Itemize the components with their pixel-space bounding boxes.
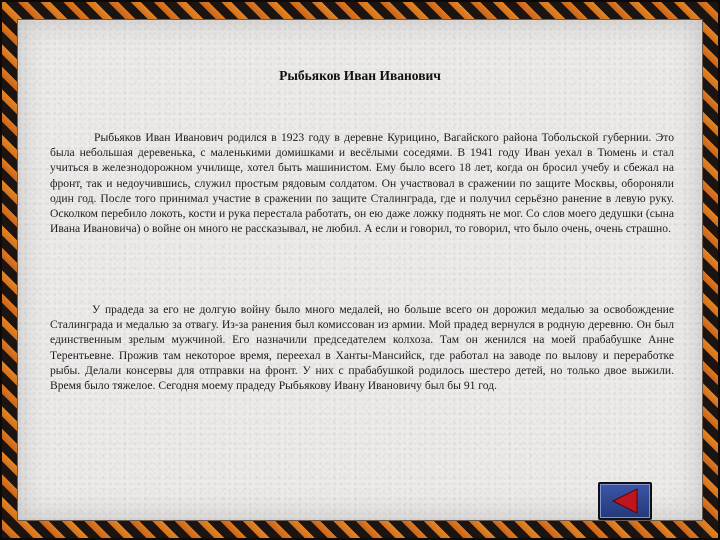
triangle-left-icon — [609, 487, 641, 515]
paragraph-after-war: У прадеда за его не долгую войну было много медалей, но больше всего он дорожил медалью за освобождение Сталинграда и медалью за отвагу. Из-за ранения был комиссован из армии. Мой прадед вернулся в родную деревню. Он был единственным зрелым мужчиной. Его назначили председателем колхоза. Там он женился на моей прабабушке Анне Терентьевне. Прожив там некоторое время, переехал в Ханты-Мансийск, где работал на заводе по вылову и переработке рыбы. Делали консервы для отправки на фронт. У них с прабабушкой родилось шестеро детей, но только двое выжили. Время было тяжелое. Сегодня моему прадеду Рыбьякову Ивану Ивановичу был бы 91 год. — [50, 303, 674, 393]
page-title: Рыбьяков Иван Иванович — [279, 68, 441, 83]
paragraph-biography: Рыбьяков Иван Иванович родился в 1923 году в деревне Курицино, Вагайского района Тобольской губернии. Это была небольшая деревенька, с маленькими домишками и весёлыми соседями. В 1941 году Иван уехал в Тюмень и стал учиться в железнодорожном училище, хотел быть машинистом. Ему было всего 18 лет, когда он бросил учебу и сбежал на фронт, так и недоучившись, служил простым рядовым солдатом. Он участвовал в сражении по защите Москвы, обороняли один год. После того принимал участие в сражении по защите Сталинграда, где и получил серьёзно ранение в левую руку. Осколком перебило локоть, кости и рука перестала работать, он ею даже ложку поднять не мог. Со слов моего дедушки (сына Ивана Ивановича) о войне он много не рассказывал, не любил. А если и говорил, то говорил, что было очень, очень страшно. — [50, 131, 674, 236]
back-button[interactable] — [598, 482, 652, 520]
slide-page — [18, 20, 702, 520]
